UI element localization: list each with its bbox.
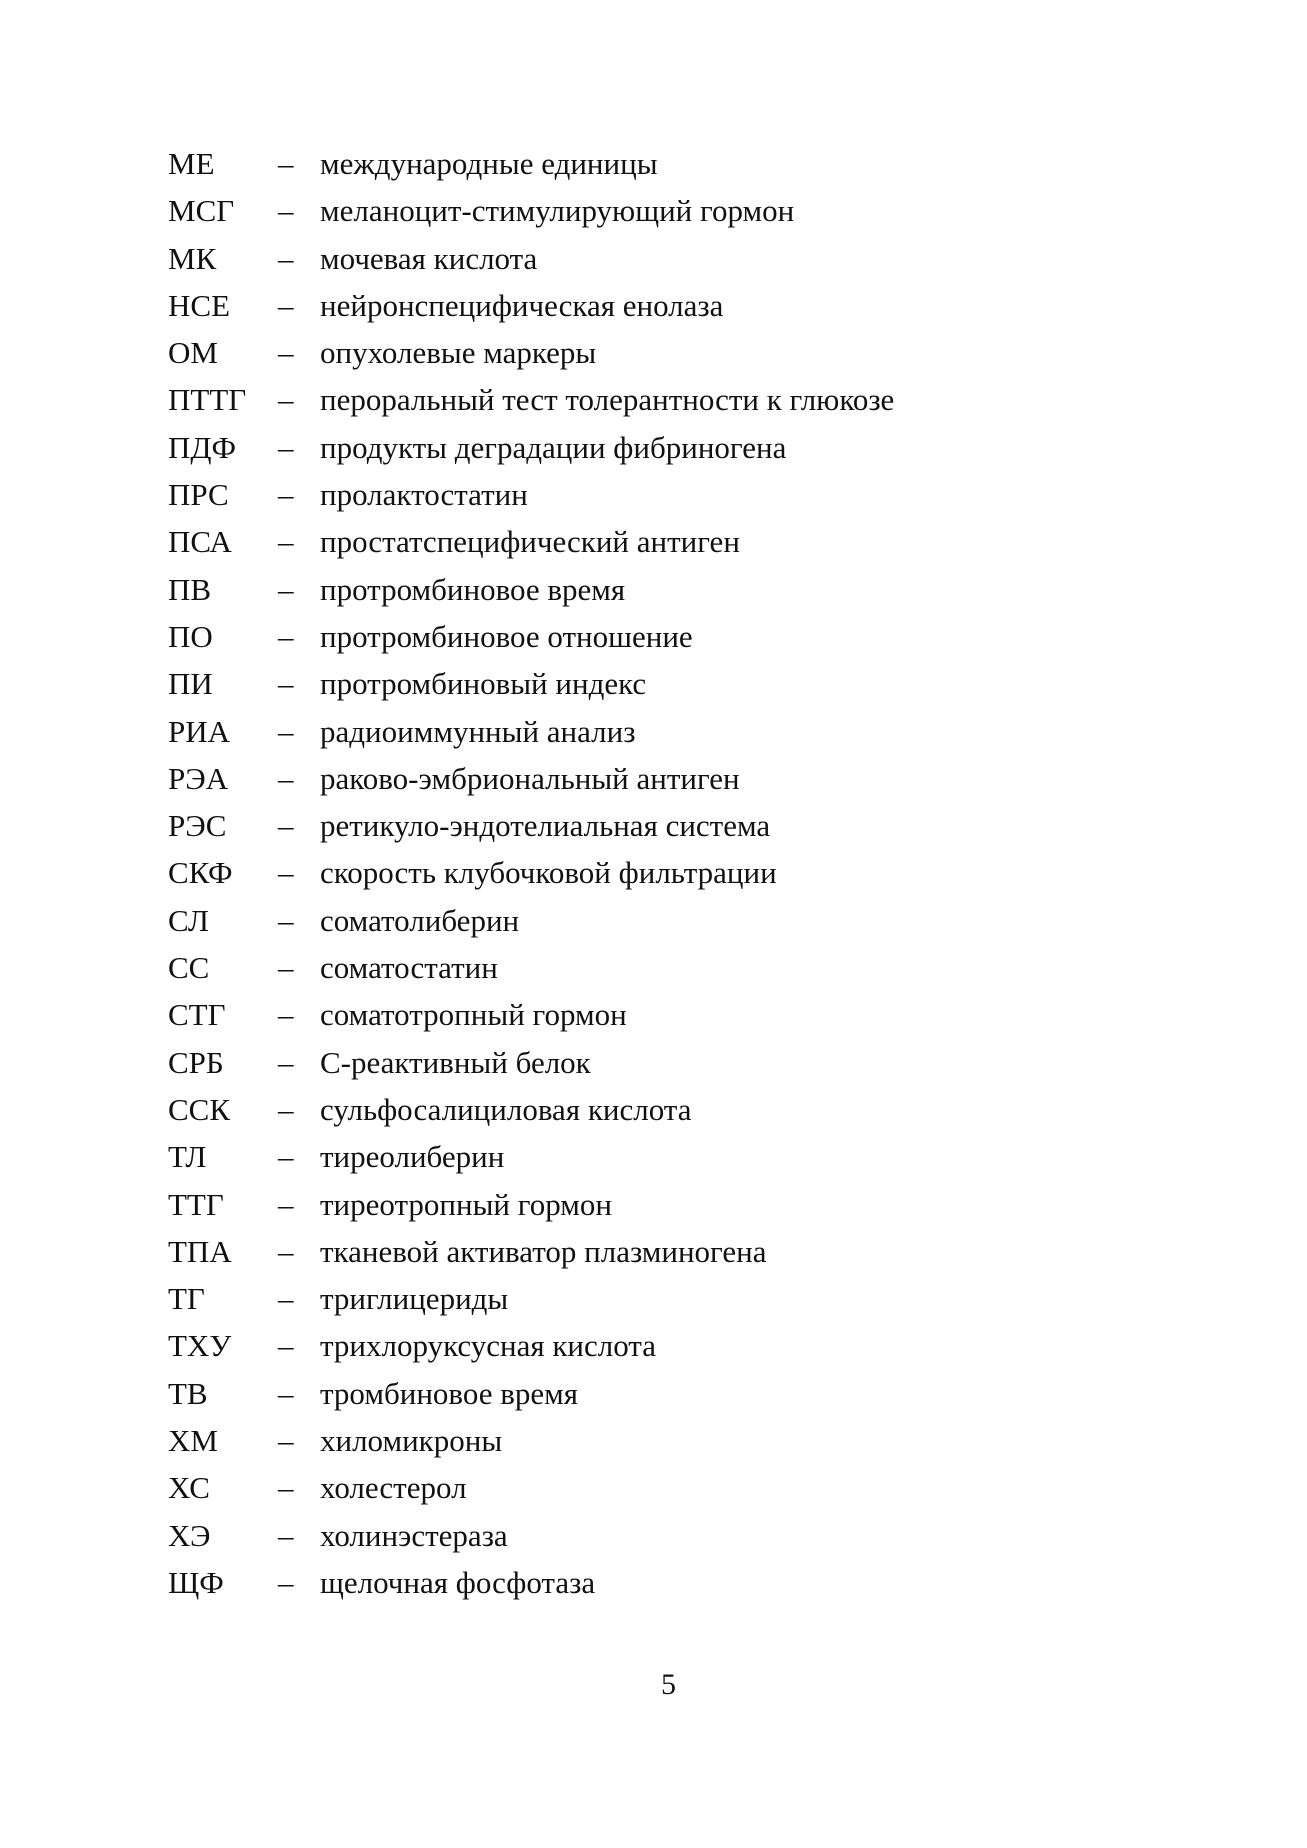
abbreviation: ССК (168, 1091, 231, 1127)
definition: мочевая кислота (320, 240, 538, 276)
list-item (168, 140, 1168, 187)
abbreviation: РЭА (168, 760, 229, 796)
abbreviation: ХЭ (168, 1517, 211, 1553)
dash-separator: – (278, 902, 294, 938)
definition: скорость клубочковой фильтрации (320, 855, 777, 891)
definition: С-реактивный белок (320, 1044, 591, 1080)
abbreviation: ТГ (168, 1281, 205, 1317)
list-item (168, 897, 1168, 944)
definition: протромбиновое время (320, 571, 626, 607)
list-item (168, 1133, 1168, 1180)
list-item (168, 424, 1168, 471)
abbreviation: СРБ (168, 1044, 224, 1080)
dash-separator: – (278, 335, 294, 371)
definition: опухолевые маркеры (320, 335, 597, 371)
list-item (168, 613, 1168, 660)
dash-separator: – (278, 997, 294, 1033)
abbreviation: ТВ (168, 1375, 208, 1411)
definition: простатспецифический антиген (320, 524, 740, 560)
dash-separator: – (278, 1423, 294, 1459)
dash-separator: – (278, 287, 294, 323)
abbreviation: ПВ (168, 571, 212, 607)
definition: хиломикроны (320, 1423, 503, 1459)
abbreviation: МК (168, 240, 217, 276)
dash-separator: – (278, 666, 294, 702)
abbreviation: ТЛ (168, 1139, 207, 1175)
list-item (168, 1086, 1168, 1133)
abbreviation: ЩФ (168, 1564, 224, 1600)
definition: сульфосалициловая кислота (320, 1091, 692, 1127)
definition: соматолиберин (320, 902, 520, 938)
dash-separator: – (278, 808, 294, 844)
dash-separator: – (278, 950, 294, 986)
definition: продукты деградации фибриногена (320, 429, 787, 465)
list-item (168, 708, 1168, 755)
list-item (168, 376, 1168, 423)
dash-separator: – (278, 240, 294, 276)
definition: холинэстераза (320, 1517, 508, 1553)
abbreviation: МЕ (168, 146, 215, 181)
list-item (168, 802, 1168, 849)
list-item (168, 1464, 1168, 1511)
page-number: 5 (661, 1668, 676, 1701)
abbreviation: ХМ (168, 1423, 218, 1459)
definition: меланоцит-стимулирующий гормон (320, 193, 795, 229)
list-item (168, 566, 1168, 613)
dash-separator: – (278, 1375, 294, 1411)
dash-separator: – (278, 571, 294, 607)
definition: протромбиновое отношение (320, 618, 693, 654)
list-item (168, 1559, 1168, 1606)
list-item (168, 944, 1168, 991)
dash-separator: – (278, 193, 294, 229)
definition: трихлоруксусная кислота (320, 1328, 656, 1364)
abbreviation: СС (168, 950, 210, 986)
dash-separator: – (278, 1517, 294, 1553)
abbreviation: СКФ (168, 855, 233, 891)
list-item (168, 1417, 1168, 1464)
abbreviation: СЛ (168, 902, 209, 938)
list-item (168, 471, 1168, 518)
definition: тиреолиберин (320, 1139, 505, 1175)
definition: тромбиновое время (320, 1375, 578, 1411)
list-item (168, 1322, 1168, 1369)
dash-separator: – (278, 1281, 294, 1317)
dash-separator: – (278, 1233, 294, 1269)
definition: нейронспецифическая енолаза (320, 287, 724, 323)
dash-separator: – (278, 382, 294, 418)
definition: щелочная фосфотаза (320, 1564, 596, 1600)
abbreviation: ТХУ (168, 1328, 232, 1364)
definition: пероральный тест толерантности к глюкозе (320, 382, 895, 418)
dash-separator: – (278, 524, 294, 560)
definition: международные единицы (320, 146, 658, 181)
abbreviation: ПСА (168, 524, 232, 560)
dash-separator: – (278, 713, 294, 749)
abbreviation: ХС (168, 1470, 210, 1506)
abbreviation: СТГ (168, 997, 226, 1033)
abbreviation: ТПА (168, 1233, 232, 1269)
definition: тканевой активатор плазминогена (320, 1233, 767, 1269)
list-item (168, 991, 1168, 1038)
dash-separator: – (278, 618, 294, 654)
dash-separator: – (278, 146, 294, 181)
definition: ретикуло-эндотелиальная система (320, 808, 771, 844)
list-item (168, 282, 1168, 329)
dash-separator: – (278, 1139, 294, 1175)
list-item (168, 518, 1168, 565)
list-item (168, 1512, 1168, 1559)
abbreviation: ПТТГ (168, 382, 247, 418)
abbreviation: ПО (168, 618, 213, 654)
list-item (168, 1370, 1168, 1417)
definition: соматотропный гормон (320, 997, 627, 1033)
list-item (168, 849, 1168, 896)
abbreviation: ПИ (168, 666, 213, 702)
dash-separator: – (278, 1564, 294, 1600)
list-item (168, 1228, 1168, 1275)
dash-separator: – (278, 1091, 294, 1127)
list-item (168, 329, 1168, 376)
list-item (168, 187, 1168, 234)
definition: радиоиммунный анализ (320, 713, 636, 749)
dash-separator: – (278, 429, 294, 465)
abbreviation: РЭС (168, 808, 227, 844)
abbreviation: ПДФ (168, 429, 237, 465)
list-item (168, 660, 1168, 707)
dash-separator: – (278, 1044, 294, 1080)
definition: холестерол (320, 1470, 467, 1506)
dash-separator: – (278, 1470, 294, 1506)
abbreviation: ОМ (168, 335, 218, 371)
abbreviation: РИА (168, 713, 231, 749)
abbreviation: ПРС (168, 477, 229, 513)
abbreviation-list (168, 140, 1168, 1606)
definition: тиреотропный гормон (320, 1186, 612, 1222)
definition: раково-эмбриональный антиген (320, 760, 740, 796)
list-item (168, 1039, 1168, 1086)
dash-separator: – (278, 1328, 294, 1364)
list-item (168, 1181, 1168, 1228)
definition: протромбиновый индекс (320, 666, 647, 702)
abbreviation: МСГ (168, 193, 235, 229)
abbreviation: НСЕ (168, 287, 230, 323)
definition: триглицериды (320, 1281, 509, 1317)
definition: пролактостатин (320, 477, 528, 513)
list-item (168, 1275, 1168, 1322)
dash-separator: – (278, 760, 294, 796)
definition: соматостатин (320, 950, 498, 986)
dash-separator: – (278, 1186, 294, 1222)
list-item (168, 755, 1168, 802)
dash-separator: – (278, 477, 294, 513)
dash-separator: – (278, 855, 294, 891)
abbreviation: ТТГ (168, 1186, 224, 1222)
list-item (168, 235, 1168, 282)
